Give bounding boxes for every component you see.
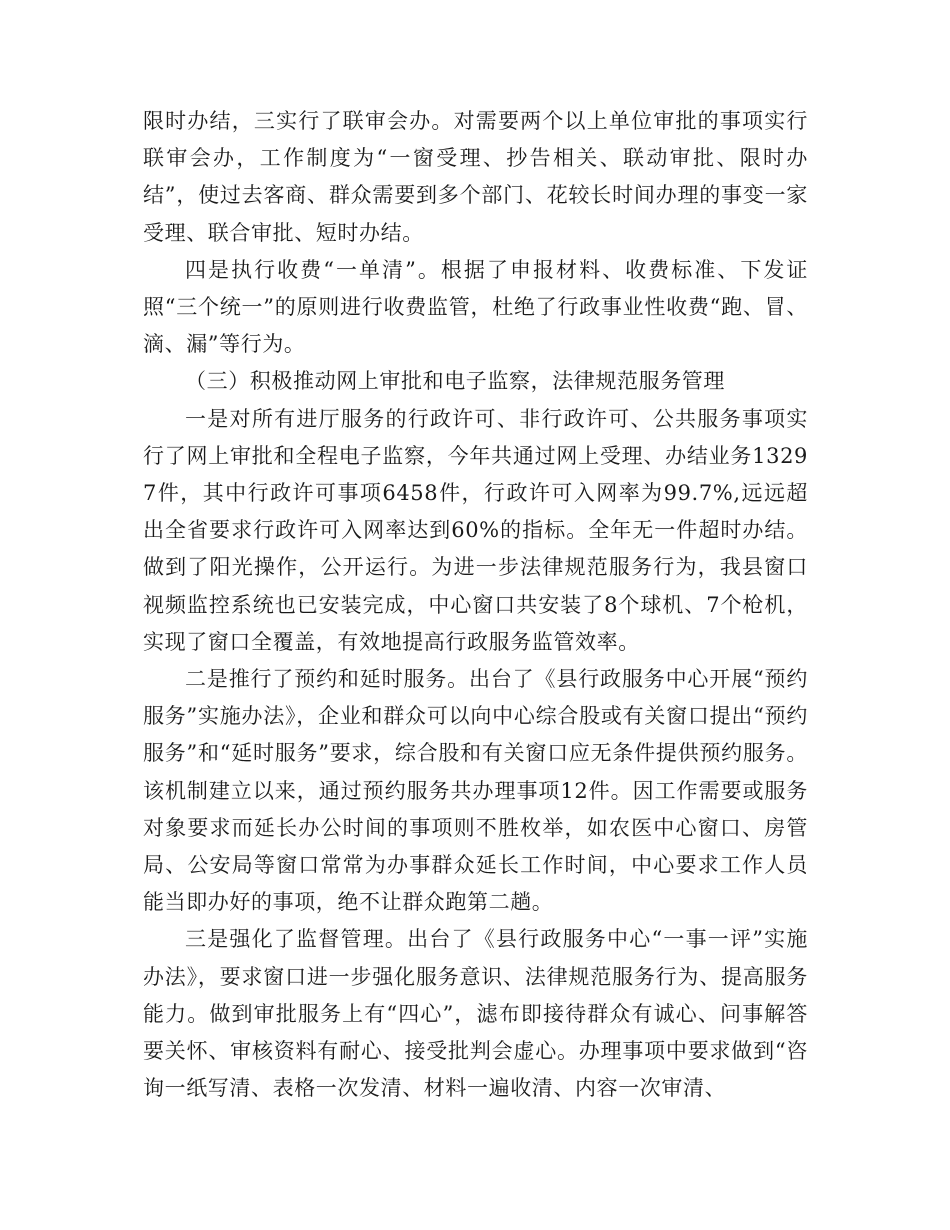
section-heading-online-approval: （三）积极推动网上审批和电子监察，法律规范服务管理 <box>185 369 725 394</box>
document-body <box>143 103 808 1107</box>
paragraph-supervision: 三是强化了监督管理。出台了《县行政服务中心“一事一评”实施办法》，要求窗口进一步强化服务意识、法律规范服务行为、提高服务能力。做到审批服务上有“四心”，滤布即接待群众有诚心、问事解答要关怀、审核资料有耐心、接受批判会虚心。办理事项中要求做到“咨询一纸写清、表格一次发清、材料一遍收清、内容一次审清、 <box>143 927 808 1101</box>
paragraph-continuation: 限时办结，三实行了联审会办。对需要两个以上单位审批的事项实行联审会办，工作制度为“一窗受理、抄告相关、联动审批、限时办结”，使过去客商、群众需要到多个部门、花较长时间办理的事变一家受理、联合审批、短时办结。 <box>143 109 808 245</box>
paragraph-online-approval: 一是对所有进厅服务的行政许可、非行政许可、公共服务事项实行了网上审批和全程电子监察，今年共通过网上受理、办结业务13297件，其中行政许可事项6458件，行政许可入网率为99.7%,远远超出全省要求行政许可入网率达到60%的指标。全年无一件超时办结。做到了阳光操作，公开运行。为进一步法律规范服务行为，我县窗口视频监控系统也已安装完成，中心窗口共安装了8个球机、7个枪机，实现了窗口全覆盖，有效地提高行政服务监管效率。 <box>143 406 808 654</box>
paragraph-appointment-service: 二是推行了预约和延时服务。出台了《县行政服务中心开展“预约服务”实施办法》，企业和群众可以向中心综合股或有关窗口提出“预约服务”和“延时服务”要求，综合股和有关窗口应无条件提供预约服务。该机制建立以来，通过预约服务共办理事项12件。因工作需要或服务对象要求而延长办公时间的事项则不胜枚举，如农医中心窗口、房管局、公安局等窗口常常为办事群众延长工作时间，中心要求工作人员能当即办好的事项，绝不让群众跑第二趟。 <box>143 667 808 915</box>
paragraph-fee-single-list: 四是执行收费“一单清”。根据了申报材料、收费标准、下发证照“三个统一”的原则进行收费监管，杜绝了行政事业性收费“跑、冒、滴、漏”等行为。 <box>143 257 808 357</box>
